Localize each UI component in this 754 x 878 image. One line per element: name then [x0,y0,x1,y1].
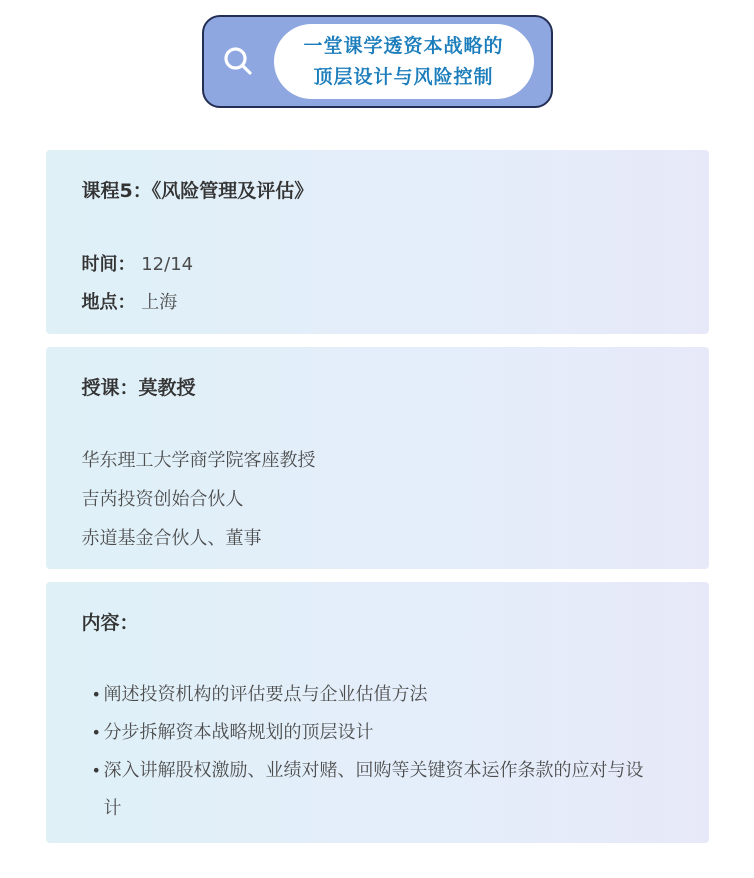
list-item [92,714,673,752]
location-row [82,284,673,322]
bullet-text: 分步拆解资本战略规划的顶层设计 [103,722,374,743]
lecturer-card [46,347,709,569]
lecturer-bio-line: 华东理工大学商学院客座教授 [81,450,316,471]
course-title-pill [274,24,534,99]
course-title-line2: 顶层设计与风险控制 [313,65,494,88]
course-card-title: 课程5：《风险管理及评估》 [81,180,314,202]
course-info-card [46,150,709,334]
lecturer-bio-line: 赤道基金合伙人、董事 [81,528,262,549]
search-icon [204,45,274,79]
lecturer-bio-line: 吉芮投资创始合伙人 [81,489,244,510]
list-item [92,676,673,714]
bullet-text: 阐述投资机构的评估要点与企业估值方法 [103,684,428,705]
bullet-text: 深入讲解股权激励、业绩对赌、回购等关键资本运作条款的应对与设计 [103,760,644,819]
header-badge [202,15,553,108]
location-value: 上海 [141,292,178,313]
course-title-line1: 一堂课学透资本战略的 [303,34,504,57]
course-info-rows [82,246,673,322]
bullet-icon: • [91,685,101,704]
list-item [92,752,673,828]
page [0,15,754,878]
time-label: 时间： [81,254,136,275]
bullet-icon: • [91,761,101,780]
lecturer-bio [82,441,673,558]
content-card [46,582,709,843]
bullet-icon: • [91,723,101,742]
content-bullet-list [82,676,673,828]
location-label: 地点： [81,292,136,313]
lecturer-card-title: 授课：莫教授 [81,377,196,399]
content-card-title: 内容： [81,612,139,634]
time-row [82,246,673,284]
time-value: 12/14 [141,254,194,275]
